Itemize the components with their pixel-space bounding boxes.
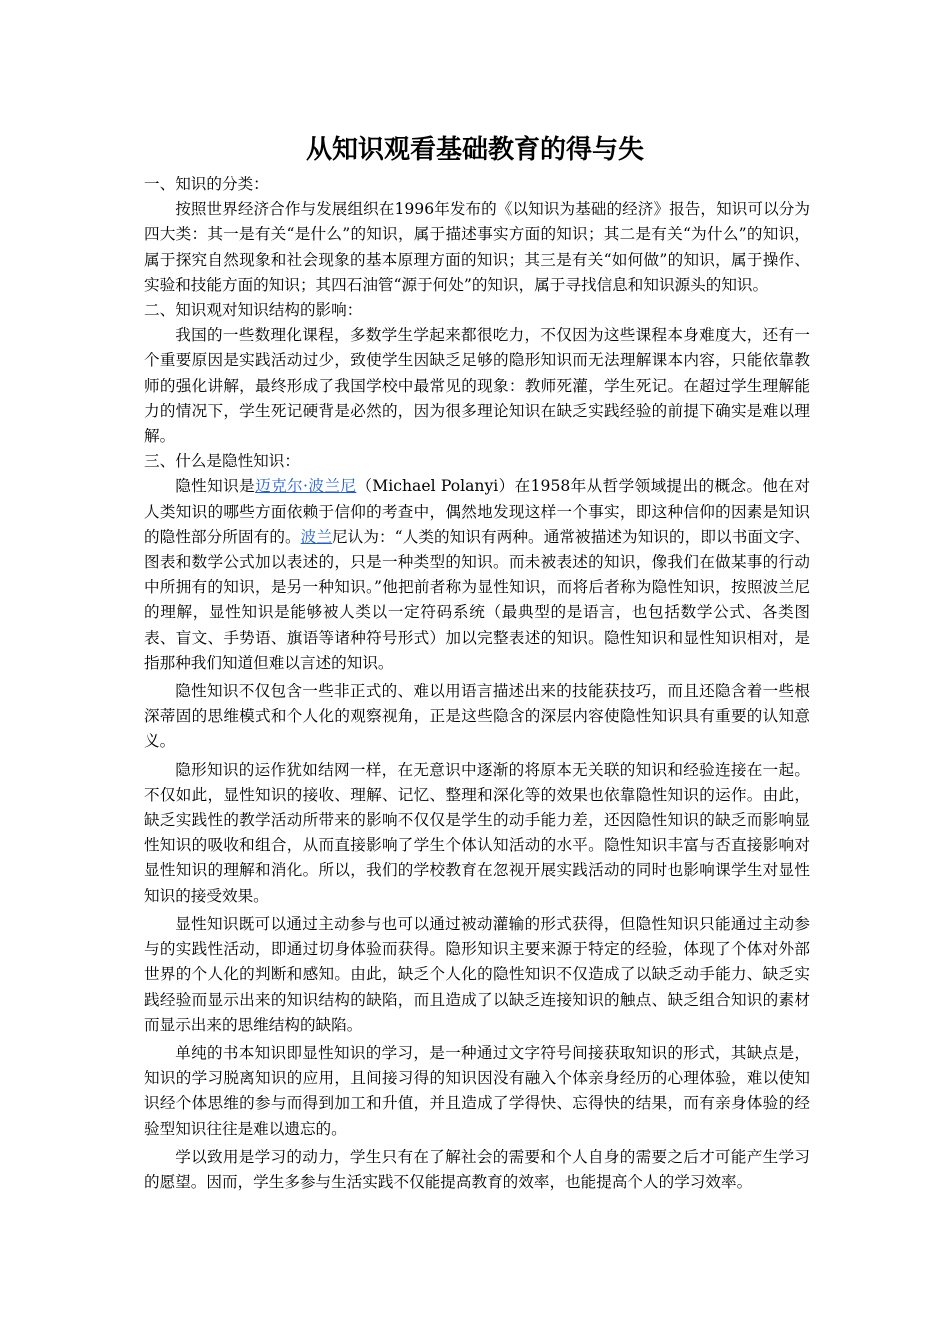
paragraph: 显性知识既可以通过主动参与也可以通过被动灌输的形式获得，但隐性知识只能通过主动参与的实践性活动，即通过切身体验而获得。隐形知识主要来源于特定的经验，体现了个体对外部世界的个人化的判断和感知。由此，缺乏个人化的隐性知识不仅造成了以缺乏动手能力、缺乏实践经验而显示出来的知识结构的缺陷，而且造成了以缺乏连接知识的触点、缺乏组合知识的素材而显示出来的思维结构的缺陷。 xyxy=(144,914,810,1034)
paragraph-text: 尼认为：“人类的知识有两种。通常被描述为知识的，即以书面文字、图表和数学公式加以表述的，只是一种类型的知识。而未被表述的知识，像我们在做某事的行动中所拥有的知识，是另一种知识。”他把前者称为显性知识，而将后者称为隐性知识，按照波兰尼的理解，显性知识是能够被人类以一定符码系统（最典型的是语言，也包括数学公式、各类图表、盲文、手势语、旗语等诸种符号形式）加以完整表述的知识。隐性知识和显性知识相对，是指那种我们知道但难以言述的知识。 xyxy=(144,527,810,672)
link-polanyi[interactable]: 波兰 xyxy=(300,527,333,546)
paragraph: 单纯的书本知识即显性知识的学习，是一种通过文字符号间接获取知识的形式，其缺点是，知识的学习脱离知识的应用，且间接习得的知识因没有融入个体亲身经历的心理体验，难以使知识经个体思维的参与而得到加工和升值，并且造成了学得快、忘得快的结果，而有亲身体验的经验型知识往往是难以遗忘的。 xyxy=(144,1043,810,1138)
paragraph-text: 隐性知识是 xyxy=(175,477,256,496)
link-michael-polanyi[interactable]: 迈克尔·波兰尼 xyxy=(255,477,357,496)
section-heading-1: 一、知识的分类： xyxy=(144,175,269,193)
paragraph: 隐性知识不仅包含一些非正式的、难以用语言描述出来的技能获技巧，而且还隐含着一些根深蒂固的思维模式和个人化的观察视角，正是这些隐含的深层内容使隐性知识具有重要的认知意义。 xyxy=(144,682,810,751)
section-heading-3: 三、什么是隐性知识： xyxy=(144,452,300,471)
paragraph: 隐形知识的运作犹如结网一样，在无意识中逐渐的将原本无关联的知识和经验连接在一起。不仅如此，显性知识的接收、理解、记忆、整理和深化等的效果也依靠隐性知识的运作。由此，缺乏实践性的教学活动所带来的影响不仅仅是学生的动手能力差，还因隐性知识的缺乏而影响显性知识的吸收和组合，从而直接影响了学生个体认知活动的水平。隐性知识丰富与否直接影响对显性知识的理解和消化。所以，我们的学校教育在忽视开展实践活动的同时也影响课学生对显性知识的接受效果。 xyxy=(144,760,810,905)
document-body xyxy=(144,172,810,1195)
paragraph: 学以致用是学习的动力，学生只有在了解社会的需要和个人自身的需要之后才可能产生学习的愿望。因而，学生多参与生活实践不仅能提高教育的效率，也能提高个人的学习效率。 xyxy=(144,1147,810,1191)
document-title: 从知识观看基础教育的得与失 xyxy=(305,135,644,165)
paragraph-with-links xyxy=(144,474,810,676)
paragraph: 按照世界经济合作与发展组织在1996年发布的《以知识为基础的经济》报告，知识可以分为四大类：其一是有关“是什么”的知识，属于描述事实方面的知识；其二是有关“为什么”的知识，属于探究自然现象和社会现象的基本原理方面的知识；其三是有关“如何做”的知识，属于操作、实验和技能方面的知识；其四石油管“源于何处”的知识，属于寻找信息和知识源头的知识。 xyxy=(144,200,810,294)
paragraph-text: （Michael Polanyi）在1958年从哲学领域提出的概念。他在对人类知识的哪些方面依赖于信仰的考查中，偶然地发现这样一个事实，即这种信仰的因素是知识的隐性部分所固有的。 xyxy=(144,477,810,546)
section-heading-2: 二、知识观对知识结构的影响： xyxy=(144,301,363,320)
paragraph: 我国的一些数理化课程，多数学生学起来都很吃力，不仅因为这些课程本身难度大，还有一个重要原因是实践活动过少，致使学生因缺乏足够的隐形知识而无法理解课本内容，只能依靠教师的强化讲解，最终形成了我国学校中最常见的现象：教师死灌，学生死记。在超过学生理解能力的情况下，学生死记硬背是必然的，因为很多理论知识在缺乏实践经验的前提下确实是难以理解。 xyxy=(144,326,810,446)
